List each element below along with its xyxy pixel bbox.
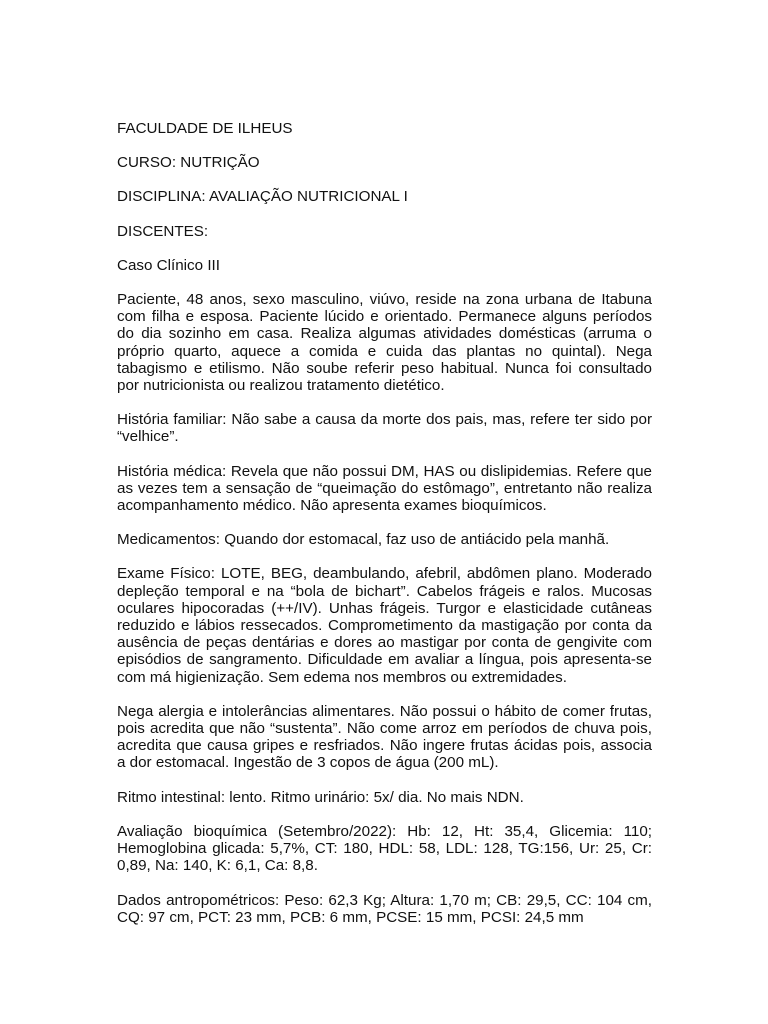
students-line: DISCENTES: (117, 222, 209, 240)
rhythm-paragraph: Ritmo intestinal: lento. Ritmo urinário: 5x/ dia. No mais NDN. (117, 788, 524, 806)
document-page (117, 120, 652, 943)
patient-presentation-paragraph: Paciente, 48 anos, sexo masculino, viúvo, reside na zona urbana de Itabuna com filha e esposa. Paciente lúcido e orientado. Permanece alguns períodos do dia sozinho em casa. Realiza algumas atividades domésticas (arruma o próprio quarto, aquece a comida e cuida das plantas no quintal). Nega tabagismo e etilismo. Não soube referir peso habitual. Nunca foi consultado por nutricionista ou realizou tratamento dietético. (117, 291, 652, 395)
case-title: Caso Clínico III (117, 256, 220, 274)
diet-paragraph: Nega alergia e intolerâncias alimentares. Não possui o hábito de comer frutas, pois acredita que não “sustenta”. Não come arroz em períodos de chuva pois, acredita que causa gripes e resfriados. Não ingere frutas ácidas pois, associa a dor estomacal. Ingestão de 3 copos de água (200 mL). (117, 702, 652, 772)
course-line: CURSO: NUTRIÇÃO (117, 154, 260, 172)
institution-line: FACULDADE DE ILHEUS (117, 120, 293, 137)
medications-paragraph: Medicamentos: Quando dor estomacal, faz uso de antiácido pela manhã. (117, 531, 610, 549)
physical-exam-paragraph: Exame Físico: LOTE, BEG, deambulando, afebril, abdômen plano. Moderado depleção temporal e na “bola de bichart”. Cabelos frágeis e ralos. Mucosas oculares hipocoradas (++/IV). Unhas frágeis. Turgor e elasticidade cutâneas reduzido e lábios ressecados. Comprometimento da mastigação por conta da ausência de peças dentárias e dores ao mastigar por conta de gengivite com episódios de sangramento. Dificuldade em avaliar a língua, pois apresenta-se com má higienização. Sem edema nos membros ou extremidades. (117, 565, 652, 686)
biochemistry-paragraph: Avaliação bioquímica (Setembro/2022): Hb: 12, Ht: 35,4, Glicemia: 110; Hemoglobina glicada: 5,7%, CT: 180, HDL: 58, LDL: 128, TG:156, Ur: 25, Cr: 0,89, Na: 140, K: 6,1, Ca: 8,8. (117, 822, 652, 875)
anthropometry-paragraph: Dados antropométricos: Peso: 62,3 Kg; Altura: 1,70 m; CB: 29,5, CC: 104 cm, CQ: 97 cm, PCT: 23 mm, PCB: 6 mm, PCSE: 15 mm, PCSI: 24,5 mm (117, 891, 652, 926)
medical-history-paragraph: História médica: Revela que não possui DM, HAS ou dislipidemias. Refere que as vezes tem a sensação de “queimação do estômago”, entretanto não realiza acompanhamento médico. Não apresenta exames bioquímicos. (117, 462, 652, 515)
family-history-paragraph: História familiar: Não sabe a causa da morte dos pais, mas, refere ter sido por “velhice”. (117, 411, 652, 446)
discipline-line: DISCIPLINA: AVALIAÇÃO NUTRICIONAL I (117, 188, 408, 206)
